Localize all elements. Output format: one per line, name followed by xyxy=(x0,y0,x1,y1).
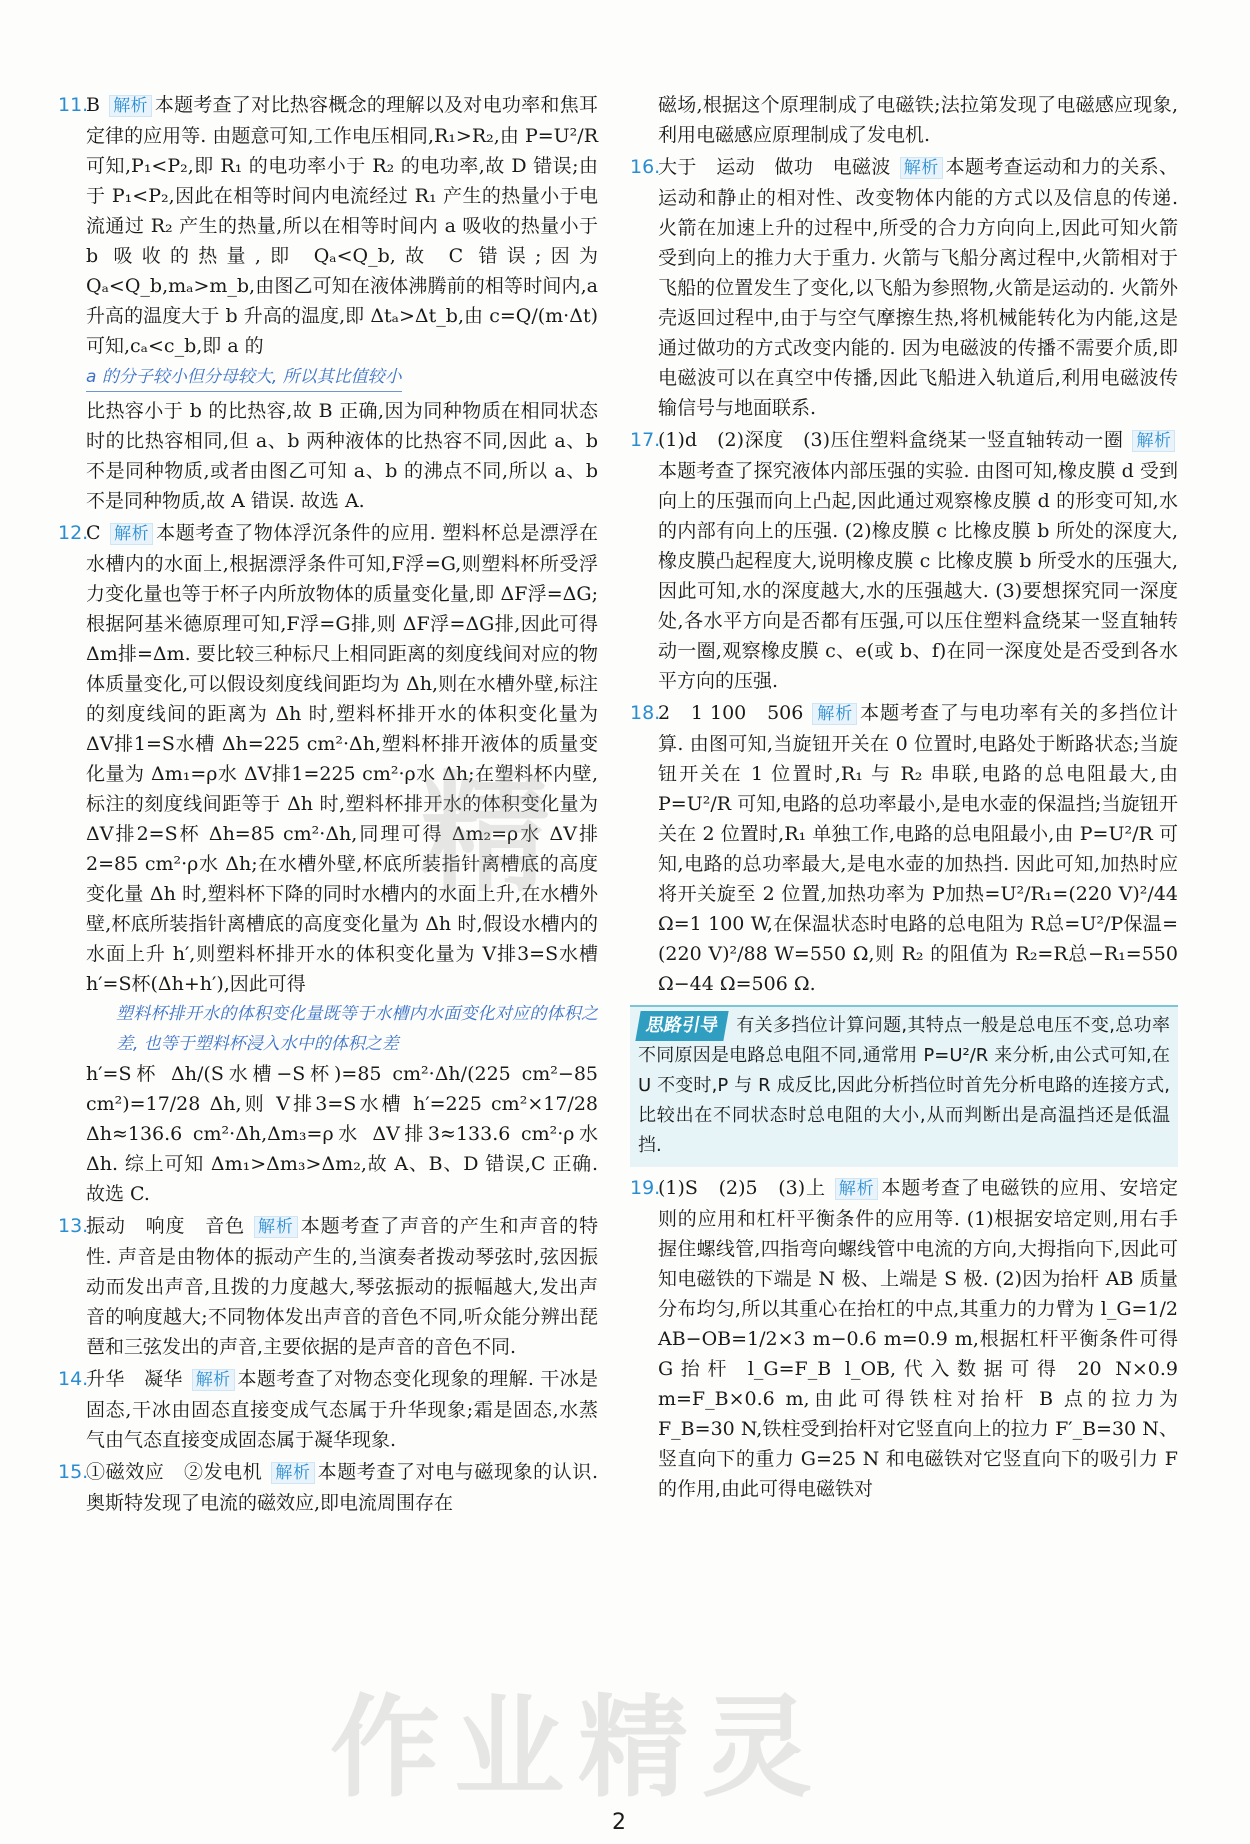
analysis-text: 本题考查了探究液体内部压强的实验. 由图可知,橡皮膜 d 受到向上的压强而向上凸起,因此通过观察橡皮膜 d 的形变可知,水的内部有向上的压强. (2)橡皮膜 c 比橡皮膜 b 所处的深度大,橡皮膜凸起程度大,说明橡皮膜 c 比橡皮膜 b 所受水的压强大,因此可知,水的深度越大,水的压强越大. (3)要想探究同一深度处,各水平方向是否都有压强,可以压住塑料盒绕某一竖直轴转动一圈,观察橡皮膜 c、e(或 b、f)在同一深度处是否受到各水平方向的压强. xyxy=(658,460,1178,692)
handwritten-note: a 的分子较小但分母较大, 所以其比值较小 xyxy=(86,363,402,392)
analysis-text: 磁场,根据这个原理制成了电磁铁;法拉第发现了电磁感应现象,利用电磁感应原理制成了发电机. xyxy=(658,94,1178,146)
analysis-tag: 解析 xyxy=(254,1216,298,1238)
analysis-tag: 解析 xyxy=(110,523,154,545)
watermark: 作业精灵 xyxy=(330,1684,826,1812)
question-number: 18. xyxy=(630,702,661,724)
analysis-text: 本题考查了对物态变化现象的理解. 干冰是固态,干冰由固态直接变成气态属于升华现象;霜是固态,水蒸气由气态直接变成固态属于凝华现象. xyxy=(86,1368,598,1451)
answer-16 xyxy=(630,152,1178,423)
thinking-guide-box xyxy=(630,1005,1178,1167)
page-number: 2 xyxy=(612,1810,626,1835)
answer-key: 升华 凝华 xyxy=(86,1368,183,1390)
analysis-text: 本题考查了对电与磁现象的认识. 奥斯特发现了电流的磁效应,即电流周围存在 xyxy=(86,1461,598,1514)
analysis-text: h′=S杯 Δh/(S水槽−S杯)=85 cm²·Δh/(225 cm²−85 cm²)=17/28 Δh,则 V排3=S水槽 h′=225 cm²×17/28 Δh≈136.6 cm²·Δh,Δm₃=ρ水 ΔV排3≈133.6 cm²·ρ水 Δh. 综上可知 Δm₁>Δm₃>Δm₂,故 A、B、D 错误,C 正确. 故选 C. xyxy=(86,1063,598,1205)
analysis-tag: 解析 xyxy=(835,1178,879,1200)
thinking-guide-tag: 思路引导 xyxy=(635,1011,728,1041)
analysis-text: 本题考查了对比热容概念的理解以及对电功率和焦耳定律的应用等. 由题意可知,工作电压相同,R₁>R₂,由 P=U²/R 可知,P₁<P₂,即 R₁ 的电功率小于 R₂ 的电功率,故 D 错误;由于 P₁<P₂,因此在相等时间内电流经过 R₁ 产生的热量小于电流通过 R₂ 产生的热量,所以在相等时间内 a 吸收的热量小于 b 吸收的热量,即 Qₐ<Q_b,故 C 错误;因为 Qₐ<Q_b,mₐ>m_b,由图乙可知在液体沸腾前的相等时间内,a 升高的温度大于 b 升高的温度,即 Δtₐ>Δt_b,由 c=Q/(m·Δt) 可知,cₐ<c_b,即 a 的 xyxy=(86,94,598,357)
right-column xyxy=(630,90,1178,1506)
analysis-text: 本题考查了与电功率有关的多挡位计算. 由图可知,当旋钮开关在 0 位置时,电路处于断路状态;当旋钮开关在 1 位置时,R₁ 与 R₂ 串联,电路的总电阻最大,由 P=U²/R 可知,电路的总功率最小,是电水壶的保温挡;当旋钮开关在 2 位置时,R₁ 单独工作,电路的总电阻最小,由 P=U²/R 可知,电路的总功率最大,是电水壶的加热挡. 因此可知,加热时应将开关旋至 2 位置,加热功率为 P加热=U²/R₁=(220 V)²/44 Ω=1 100 W,在保温状态时电路的总电阻为 R总=U²/P保温=(220 V)²/88 W=550 Ω,则 R₂ 的阻值为 R₂=R总−R₁=550 Ω−44 Ω=506 Ω. xyxy=(658,702,1179,995)
analysis-text: 本题考查了物体浮沉条件的应用. 塑料杯总是漂浮在水槽内的水面上,根据漂浮条件可知,F浮=G,则塑料杯所受浮力变化量也等于杯子内所放物体的质量变化量,即 ΔF浮=ΔG;根据阿基米德原理可知,F浮=G排,则 ΔF浮=ΔG排,因此可得 Δm排=Δm. 要比较三种标尺上相同距离的刻度线间对应的物体质量变化,可以假设刻度线间距均为 Δh,则在水槽外壁,标注的刻度线间的距离为 Δh 时,塑料杯排开水的体积变化量为 ΔV排1=S水槽 Δh=225 cm²·Δh,塑料杯排开液体的质量变化量为 Δm₁=ρ水 ΔV排1=225 cm²·ρ水 Δh;在塑料杯内壁,标注的刻度线间距等于 Δh 时,塑料杯排开水的体积变化量为 ΔV排2=S杯 Δh=85 cm²·Δh,同理可得 Δm₂=ρ水 ΔV排2=85 cm²·ρ水 Δh;在水槽外壁,杯底所装指针离槽底的高度变化量 Δh 时,塑料杯下降的同时水槽内的水面上升,在水槽外壁,杯底所装指针离槽底的高度变化量为 Δh 时,假设水槽内的水面上升 h′,则塑料杯排开水的体积变化量为 V排3=S水槽 h′=S杯(Δh+h′),因此可得 xyxy=(86,522,598,995)
answer-18 xyxy=(630,698,1178,999)
analysis-tag: 解析 xyxy=(271,1462,314,1484)
analysis-text: 本题考查了声音的产生和声音的特性. 声音是由物体的振动产生的,当演奏者拨动琴弦时,弦因振动而发出声音,且拨的力度越大,琴弦振动的振幅越大,发出声音的响度越大;不同物体发出声音的音色不同,听众能分辨出琵琶和三弦发出的声音,主要依据的是声音的音色不同. xyxy=(86,1215,598,1358)
answer-key: (1)S (2)5 (3)上 xyxy=(658,1177,826,1199)
answer-15-continued xyxy=(630,90,1178,150)
analysis-text: 本题考查运动和力的关系、运动和静止的相对性、改变物体内能的方式以及信息的传递. 火箭在加速上升的过程中,所受的合力方向向上,因此可知火箭受到向上的推力大于重力. 火箭与飞船分离过程中,火箭相对于飞船的位置发生了变化,以飞船为参照物,火箭是运动的. 火箭外壳返回过程中,由于与空气摩擦生热,将机械能转化为内能,这是通过做功的方式改变内能的. 因为电磁波的传播不需要介质,即电磁波可以在真空中传播,因此飞船进入轨道后,利用电磁波传输信号与地面联系. xyxy=(658,156,1178,419)
answer-key: C xyxy=(86,522,101,544)
question-number: 16. xyxy=(630,156,661,178)
left-column xyxy=(58,90,598,1520)
answer-14 xyxy=(58,1364,598,1455)
analysis-text: 比热容小于 b 的比热容,故 B 正确,因为同种物质在相同状态时的比热容相同,但 a、b 两种液体的比热容不同,因此 a、b 不是同种物质,或者由图乙可知 a、b 的沸点不同,所以 a、b 不是同种物质,故 A 错误. 故选 A. xyxy=(86,400,598,512)
answer-19 xyxy=(630,1173,1178,1504)
analysis-text: 本题考查了电磁铁的应用、安培定则的应用和杠杆平衡条件的应用等. (1)根据安培定则,用右手握住螺线管,四指弯向螺线管中电流的方向,大拇指向下,因此可知电磁铁的下端是 N 极、上端是 S 极. (2)因为抬杆 AB 质量分布均匀,所以其重心在抬杠的中点,其重力的力臂为 l_G=1/2 AB−OB=1/2×3 m−0.6 m=0.9 m,根据杠杆平衡条件可得 G抬杆 l_G=F_B l_OB,代入数据可得 20 N×0.9 m=F_B×0.6 m,由此可得铁柱对抬杆 B 点的拉力为 F_B=30 N,铁柱受到抬杆对它竖直向上的拉力 F′_B=30 N、竖直向下的重力 G=25 N 和电磁铁对它竖直向下的吸引力 F 的作用,由此可得电磁铁对 xyxy=(658,1177,1178,1500)
answer-13 xyxy=(58,1211,598,1362)
question-number: 17. xyxy=(630,429,661,451)
analysis-tag: 解析 xyxy=(192,1369,235,1391)
answer-key: (1)d (2)深度 (3)压住塑料盒绕某一竖直轴转动一圈 xyxy=(658,429,1124,451)
answer-11 xyxy=(58,90,598,516)
answer-17 xyxy=(630,425,1178,696)
question-number: 13. xyxy=(58,1215,89,1237)
handwritten-note: 塑料杯排开水的体积变化量既等于水槽内水面变化对应的体积之差, 也等于塑料杯浸入水中的体积之差 xyxy=(116,1004,598,1054)
answer-key: 振动 响度 音色 xyxy=(86,1215,245,1237)
question-number: 19. xyxy=(630,1177,661,1199)
question-number: 12. xyxy=(58,522,89,544)
analysis-tag: 解析 xyxy=(1132,430,1175,452)
analysis-tag: 解析 xyxy=(900,157,943,179)
question-number: 15. xyxy=(58,1461,89,1483)
question-number: 11. xyxy=(58,94,89,116)
watermark: 精 xyxy=(420,758,565,910)
answer-key: 大于 运动 做功 电磁波 xyxy=(658,156,891,178)
analysis-tag: 解析 xyxy=(109,95,152,117)
analysis-tag: 解析 xyxy=(812,703,857,725)
question-number: 14. xyxy=(58,1368,89,1390)
answer-key: B xyxy=(86,94,100,116)
thinking-guide-text: 有关多挡位计算问题,其特点一般是总电压不变,总功率不同原因是电路总电阻不同,通常用 P=U²/R 来分析,由公式可知,在 U 不变时,P 与 R 成反比,因此分析挡位时首先分析电路的连接方式,比较出在不同状态时总电阻的大小,从而判断出是高温挡还是低温挡. xyxy=(638,1015,1170,1156)
answer-key: 2 1 100 506 xyxy=(658,702,804,724)
answer-15 xyxy=(58,1457,598,1518)
answer-key: ①磁效应 ②发电机 xyxy=(86,1461,263,1483)
answer-12 xyxy=(58,518,598,1209)
